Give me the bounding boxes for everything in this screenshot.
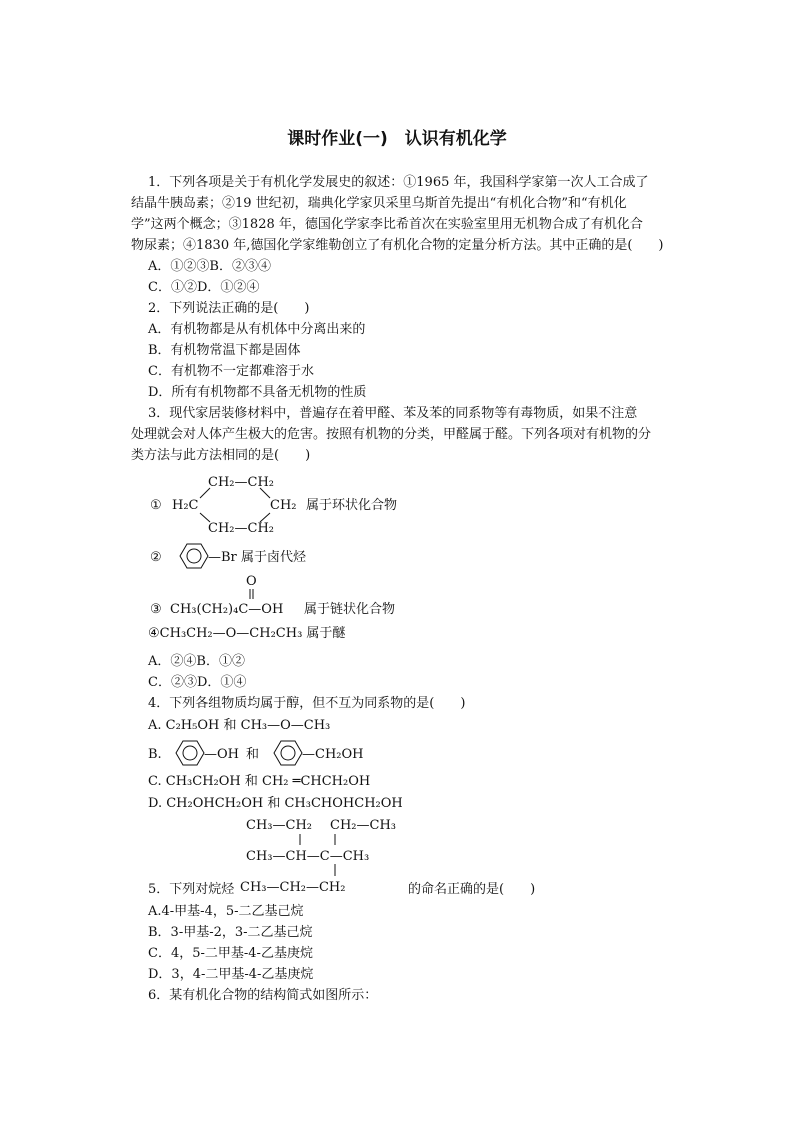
q2-stem: 2．下列说法正确的是( ) — [148, 301, 310, 316]
q1-line-1: 1．下列各项是关于有机化学发展史的叙述：①1965 年，我国科学家第一次人工合成了 — [148, 175, 649, 190]
benzyl-circle — [281, 746, 295, 760]
alkane-structure — [238, 814, 418, 894]
ring-bottom-ch2: CH₂—CH₂ — [208, 521, 274, 536]
q2-option-d: D．所有有机物都不具备无机物的性质 — [148, 385, 367, 400]
carbonyl-oxygen: O — [246, 574, 257, 589]
item-3-number: ③ — [150, 602, 162, 617]
item-3-text: 属于链状化合物 — [304, 602, 396, 617]
alkane-row-2: CH₃—CH—C—CH₃ — [246, 849, 370, 864]
ring-left-h2c: H₂C — [172, 498, 199, 513]
item-1-text: 属于环状化合物 — [306, 498, 398, 513]
ring-right-ch2: CH₂ — [270, 498, 297, 513]
item-2-text: 属于卤代烃 — [241, 550, 307, 565]
q5-option-d: D．3，4-二甲基-4-乙基庚烷 — [148, 967, 314, 982]
q5-option-c: C．4，5-二甲基-4-乙基庚烷 — [148, 946, 313, 961]
ring-bond-bl — [200, 513, 210, 522]
phenol-circle — [183, 746, 197, 760]
q3-options-1: A．②④B．①② — [148, 654, 245, 669]
q5-option-b: B．3-甲基-2，3-二乙基己烷 — [148, 925, 313, 940]
q3-options-2: C．②③D．①④ — [148, 675, 247, 690]
q6-stem: 6．某有机化合物的结构简式如图所示： — [148, 988, 378, 1003]
q3-item-4: ④CH₃CH₂—O—CH₂CH₃ 属于醚 — [148, 626, 346, 641]
q4-option-b-and: 和 — [246, 747, 260, 762]
bromo-group: —Br — [208, 550, 237, 565]
ring-bond-tl — [200, 488, 210, 498]
q1-options-2: C．①②D．①②④ — [148, 280, 260, 295]
q2-option-a: A．有机物都是从有机体中分离出来的 — [148, 322, 366, 337]
benzene-ring-icon — [180, 544, 208, 568]
q2-option-b: B．有机物常温下都是固体 — [148, 343, 301, 358]
q3-line-1: 3．现代家居装修材料中，普遍存在着甲醛、苯及苯的同系物等有毒物质，如果不注意 — [148, 406, 638, 421]
page-title: 课时作业(一) 认识有机化学 — [287, 129, 507, 149]
q1-line-4: 物尿素；④1830 年,德国化学家维勒创立了有机化合物的定量分析方法。其中正确的是( ) — [131, 238, 664, 253]
q4-option-a: A. C₂H₅OH 和 CH₃—O—CH₃ — [148, 718, 331, 733]
phenol-ring-icon — [176, 741, 204, 765]
item-1-number: ① — [150, 498, 162, 513]
cyclohexane-structure — [148, 470, 428, 540]
alkane-row-3: CH₃—CH₂—CH₂ — [240, 880, 346, 895]
q4-option-b-label: B. — [148, 747, 162, 762]
q1-line-3: 学”这两个概念；③1828 年，德国化学家李比希首次在实验室里用无机物合成了有机化合 — [131, 217, 643, 232]
q3-line-2: 处理就会对人体产生极大的危害。按照有机物的分类，甲醛属于醛。下列各项对有机物的分 — [131, 427, 652, 442]
q4-option-d: D. CH₂OHCH₂OH 和 CH₃CHOHCH₂OH — [148, 796, 403, 811]
phenol-oh: —OH — [204, 747, 239, 762]
item-3-formula: CH₃(CH₂)₄C—OH — [170, 602, 284, 617]
q3-line-3: 类方法与此方法相同的是( ) — [131, 448, 311, 463]
q2-option-c: C．有机物不一定都难溶于水 — [148, 364, 314, 379]
q1-options-1: A．①②③B．②③④ — [148, 259, 271, 274]
benzyl-ring-icon — [274, 741, 302, 765]
benzene-circle — [187, 549, 201, 563]
q4-option-b-structures — [148, 737, 408, 769]
q5-stem-post: 的命名正确的是( ) — [408, 882, 536, 897]
alkane-row-1b: CH₂—CH₃ — [330, 818, 396, 833]
q5-option-a: A.4-甲基-4，5-二乙基己烷 — [148, 904, 304, 919]
ring-top-ch2: CH₂—CH₂ — [208, 475, 274, 490]
bromobenzene-structure — [148, 540, 428, 572]
q4-option-c: C. CH₃CH₂OH 和 CH₂ ═CHCH₂OH — [148, 774, 371, 789]
q1-line-2: 结晶牛胰岛素；②19 世纪初，瑞典化学家贝采里乌斯首先提出“有机化合物”和“有机化 — [131, 196, 627, 211]
q5-stem-pre: 5．下列对烷烃 — [148, 882, 235, 897]
benzyl-ch2oh: —CH₂OH — [302, 747, 364, 762]
item-2-number: ② — [150, 550, 162, 565]
q4-stem: 4．下列各组物质均属于醇，但不互为同系物的是( ) — [148, 696, 466, 711]
alkane-row-1a: CH₃—CH₂ — [246, 818, 312, 833]
carboxylic-acid-structure — [148, 572, 448, 618]
